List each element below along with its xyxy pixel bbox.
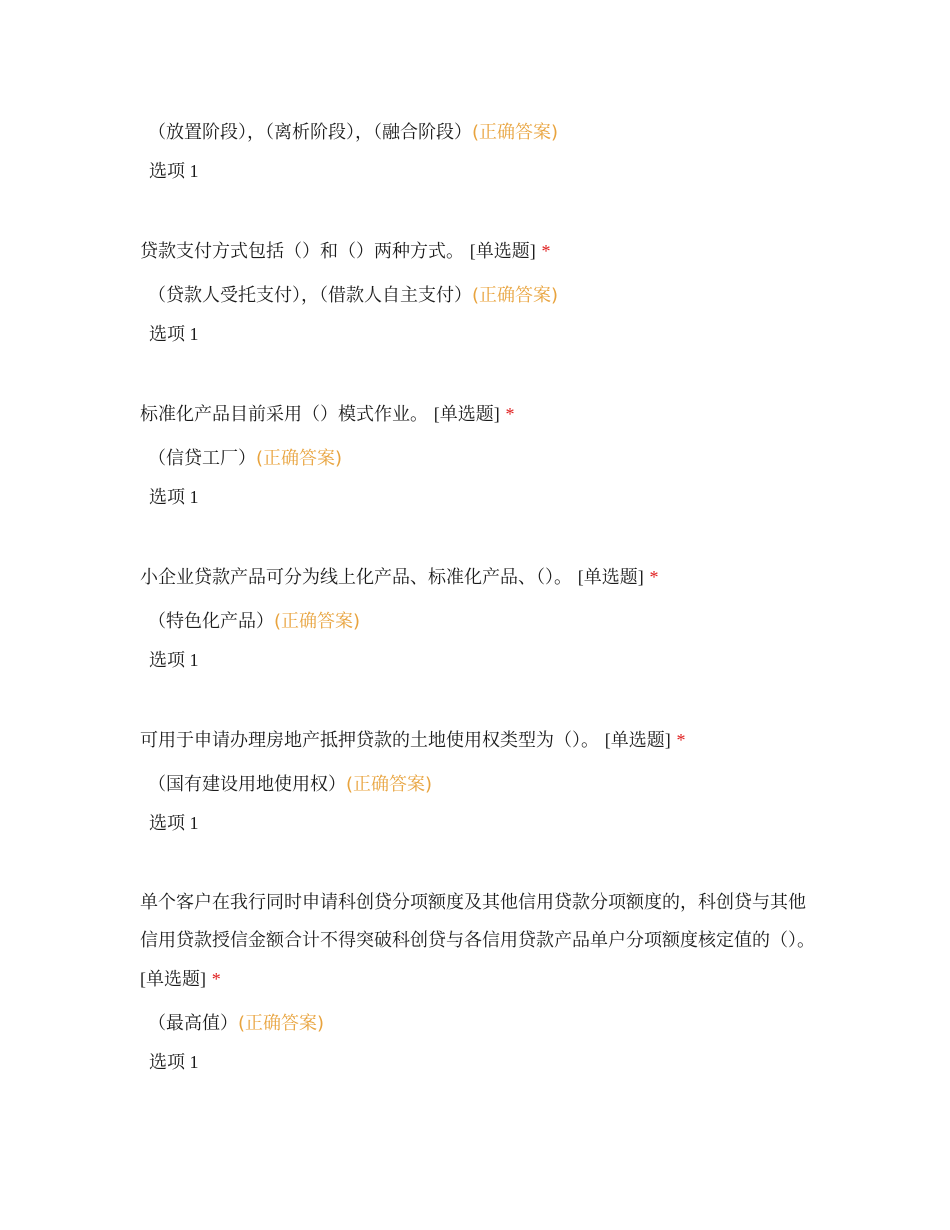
answer-text: （最高值）: [148, 1013, 238, 1034]
answer-row: [140, 768, 820, 802]
option-label: 选项 1: [149, 1052, 199, 1072]
answer-text: （放置阶段），（离析阶段），（融合阶段）: [148, 122, 472, 143]
correct-answer-tag: (正确答案): [238, 1013, 325, 1034]
required-asterisk: *: [505, 404, 515, 424]
option-label: 选项 1: [149, 813, 199, 833]
answer-text: （国有建设用地使用权）: [148, 774, 346, 795]
question-text: 贷款支付方式包括（）和（）两种方式。: [140, 241, 464, 262]
option-label: 选项 1: [149, 487, 199, 507]
correct-answer-tag: (正确答案): [346, 774, 433, 795]
correct-answer-tag: (正确答案): [472, 122, 559, 143]
question-type: [单选题]: [140, 969, 206, 989]
option-label: 选项 1: [149, 650, 199, 670]
question-title: [140, 721, 820, 760]
question-title: [140, 395, 820, 434]
correct-answer-tag: (正确答案): [256, 448, 343, 469]
answer-text: （信贷工厂）: [148, 448, 256, 469]
question-block: [140, 232, 820, 351]
answer-row: [140, 279, 820, 313]
option-label: 选项 1: [149, 161, 199, 181]
required-asterisk: *: [649, 567, 659, 587]
answer-row: [140, 1007, 820, 1041]
required-asterisk: *: [541, 241, 551, 261]
answer-row: [140, 605, 820, 639]
question-text: 标准化产品目前采用（）模式作业。: [140, 404, 428, 425]
question-type: [单选题]: [469, 241, 536, 261]
required-asterisk: *: [211, 969, 221, 989]
answer-text: （贷款人受托支付），（借款人自主支付）: [148, 285, 472, 306]
answer-row: [140, 116, 820, 150]
question-title: [140, 558, 820, 597]
question-title: [140, 232, 820, 271]
question-block: [140, 721, 820, 840]
answer-text: （特色化产品）: [148, 611, 274, 632]
question-type: [单选题]: [433, 404, 500, 424]
question-block: [140, 884, 820, 1079]
question-text: 可用于申请办理房地产抵押贷款的土地使用权类型为（）。: [140, 730, 599, 751]
question-type: [单选题]: [577, 567, 644, 587]
question-text: 小企业贷款产品可分为线上化产品、标准化产品、（）。: [140, 567, 572, 588]
question-block: [140, 558, 820, 677]
correct-answer-tag: (正确答案): [274, 611, 361, 632]
question-type: [单选题]: [604, 730, 671, 750]
answer-row: [140, 442, 820, 476]
question-text: 单个客户在我行同时申请科创贷分项额度及其他信用贷款分项额度的，科创贷与其他信用贷款授信金额合计不得突破科创贷与各信用贷款产品单户分项额度核定值的（）。: [140, 892, 815, 951]
correct-answer-tag: (正确答案): [472, 285, 559, 306]
survey-answer-sheet: [140, 116, 820, 1079]
question-title: [140, 884, 820, 999]
required-asterisk: *: [676, 730, 686, 750]
question-block: [140, 395, 820, 514]
option-label: 选项 1: [149, 324, 199, 344]
